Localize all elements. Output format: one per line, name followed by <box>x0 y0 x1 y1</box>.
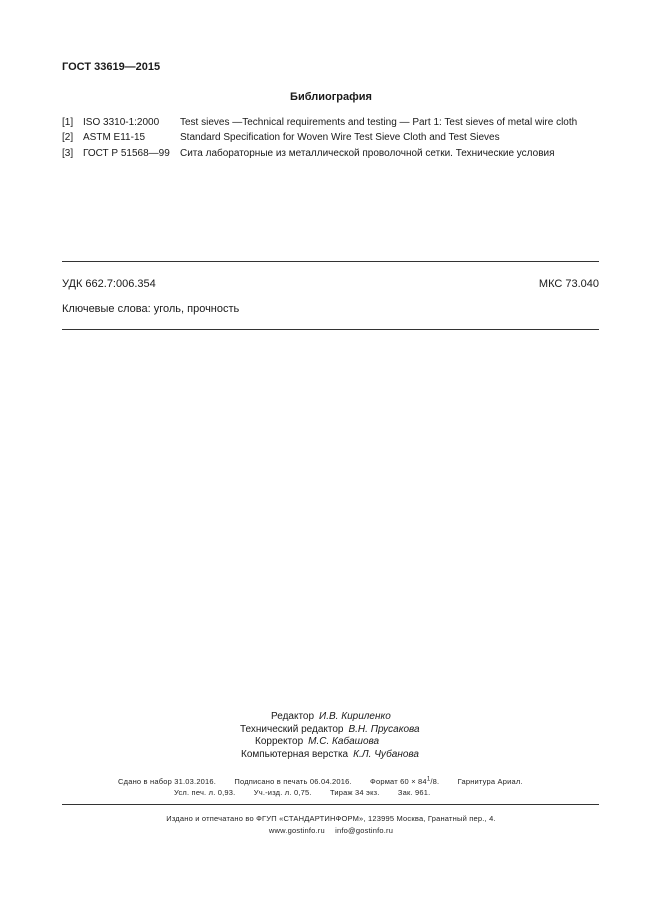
bibliography-title: Библиография <box>290 91 372 103</box>
entry-number: [2] <box>62 132 74 143</box>
website-link[interactable]: www.gostinfo.ru <box>268 826 325 835</box>
publisher-line: Издано и отпечатано во ФГУП «СТАНДАРТИНФОРМ», 123995 Москва, Гранатный пер., 4. <box>166 814 496 823</box>
format-sup: 1 <box>426 776 431 782</box>
credit-person: М.С. Кабашова <box>308 736 380 747</box>
format-prefix: Формат 60 × 84 <box>370 776 427 786</box>
publication-info-row-1 <box>118 776 539 786</box>
divider-bottom <box>62 329 599 330</box>
credit-line <box>240 724 440 737</box>
email-link[interactable]: info@gostinfo.ru <box>335 826 394 835</box>
document-id: ГОСТ 33619—2015 <box>62 61 161 73</box>
entry-text: Standard Specification for Woven Wire Test Sieve Cloth and Test Sieves <box>180 132 500 143</box>
print-run: Тираж 34 экз. <box>329 788 380 797</box>
credit-role: Технический редактор <box>240 723 344 735</box>
publication-info-row-2 <box>174 788 446 797</box>
entry-code: ASTM E11-15 <box>83 132 146 143</box>
publisher-contacts <box>0 826 646 835</box>
credit-person: К.Л. Чубанова <box>353 748 419 760</box>
font-info: Гарнитура Ариал. <box>457 776 523 786</box>
credit-line <box>240 711 440 724</box>
format-info <box>370 777 439 786</box>
credit-role: Корректор <box>255 736 304 747</box>
entry-number: [1] <box>62 117 74 128</box>
entry-text: Test sieves —Technical requirements and testing — Part 1: Test sieves of metal wire cloth <box>180 117 578 128</box>
pub-sheets: Уч.-изд. л. 0,75. <box>253 788 312 797</box>
credit-role: Компьютерная верстка <box>241 748 349 760</box>
credit-person: В.Н. Прусакова <box>348 723 420 735</box>
credit-person: И.В. Кириленко <box>319 711 391 722</box>
credit-line <box>240 749 440 762</box>
keywords: Ключевые слова: уголь, прочность <box>62 303 240 315</box>
divider-footer <box>62 804 599 805</box>
mks-code: МКС 73.040 <box>538 278 599 290</box>
entry-number: [3] <box>62 148 74 159</box>
credit-line <box>240 736 440 749</box>
format-suffix: /8. <box>430 776 440 786</box>
entry-text: Сита лабораторные из металлической проволочной сетки. Технические условия <box>180 148 555 159</box>
sign-date: Подписано в печать 06.04.2016. <box>234 776 352 786</box>
set-date: Сдано в набор 31.03.2016. <box>118 776 217 786</box>
print-sheets: Усл. печ. л. 0,93. <box>174 788 236 797</box>
entry-code: ISO 3310-1:2000 <box>83 117 160 128</box>
order-number: Зак. 961. <box>397 788 431 797</box>
udk-code: УДК 662.7:006.354 <box>62 278 156 290</box>
divider-top <box>62 261 599 262</box>
entry-code: ГОСТ Р 51568—99 <box>83 148 170 159</box>
credits-block <box>240 711 440 761</box>
credit-role: Редактор <box>271 711 315 722</box>
